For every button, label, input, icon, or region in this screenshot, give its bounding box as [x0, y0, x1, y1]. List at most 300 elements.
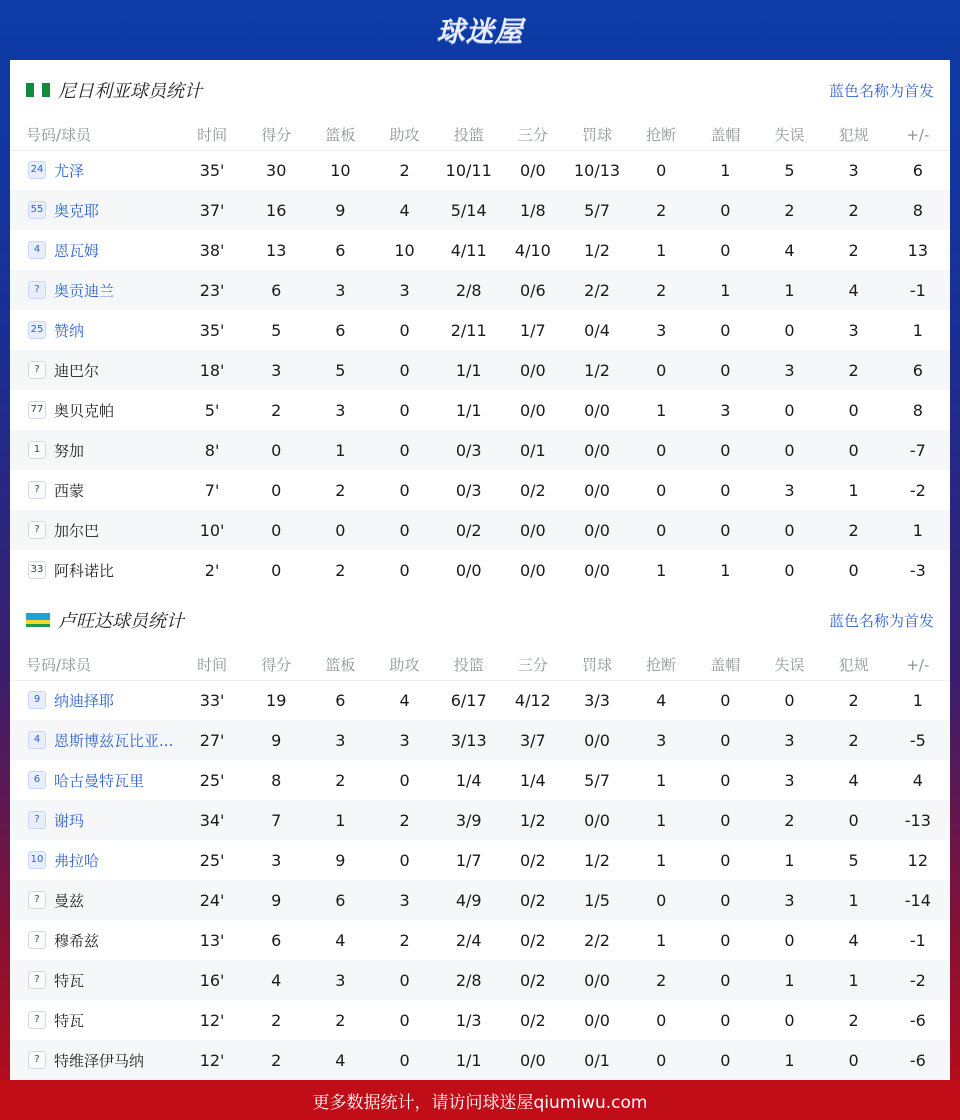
- stat-cell: -6: [909, 1050, 926, 1070]
- stat-cell: 2: [848, 360, 859, 380]
- player-stats-table: [10, 120, 950, 590]
- stat-cell: 0: [720, 240, 731, 260]
- stat-cell: 2: [335, 1010, 346, 1030]
- stat-cell: 35': [199, 320, 225, 340]
- stat-cell: 33': [199, 690, 225, 710]
- player-cell: [10, 1040, 180, 1080]
- stat-cell: 6: [271, 280, 282, 300]
- stat-cell: 0: [720, 360, 731, 380]
- table-row[interactable]: [10, 1000, 950, 1040]
- stat-cell: 0: [720, 440, 731, 460]
- stat-cell: 4: [912, 770, 923, 790]
- stat-cell: 5: [848, 850, 859, 870]
- player-name-link[interactable]: 加尔巴: [54, 521, 100, 540]
- stat-cell: 1: [720, 160, 731, 180]
- stat-cell: 5/14: [450, 200, 487, 220]
- stat-cell: 1/7: [519, 320, 546, 340]
- stat-cell: 3: [656, 320, 667, 340]
- stat-cell: 1: [656, 240, 667, 260]
- stat-cell: 2/11: [450, 320, 487, 340]
- stat-cell: 1: [656, 770, 667, 790]
- player-cell: [10, 470, 180, 510]
- stat-cell: 3: [335, 280, 346, 300]
- stat-cell: 0/1: [519, 440, 546, 460]
- stat-cell: 2: [399, 160, 410, 180]
- stat-cell: 0/1: [584, 1050, 610, 1070]
- stat-cell: 1: [335, 810, 346, 830]
- player-name-link[interactable]: 特维泽伊马纳: [54, 1051, 145, 1070]
- stat-cell: 2: [848, 240, 859, 260]
- stat-cell: -7: [909, 440, 926, 460]
- stat-cell: 1/7: [455, 850, 482, 870]
- stat-cell: 23': [199, 280, 225, 300]
- stat-cell: 2: [271, 1050, 282, 1070]
- player-cell: [10, 430, 180, 470]
- stat-cell: 3: [848, 320, 859, 340]
- player-name-link[interactable]: 西蒙: [54, 481, 85, 500]
- stat-cell: 12': [199, 1010, 225, 1030]
- table-row[interactable]: [10, 190, 950, 230]
- stat-cell: 3: [335, 730, 346, 750]
- jersey-number-badge: 55: [28, 201, 46, 219]
- stat-cell: 3/7: [519, 730, 546, 750]
- player-cell: [10, 800, 180, 840]
- stat-cell: 0: [720, 770, 731, 790]
- player-name-link[interactable]: 恩斯博兹瓦比亚...: [54, 731, 174, 750]
- table-body: [10, 150, 950, 590]
- stat-cell: 0/0: [519, 160, 546, 180]
- column-header: +/-: [886, 650, 950, 680]
- player-cell: [10, 190, 180, 230]
- stat-cell: 0: [848, 1050, 859, 1070]
- table-row[interactable]: [10, 470, 950, 510]
- stat-cell: 1: [848, 480, 859, 500]
- player-cell: [10, 680, 180, 720]
- jersey-number-badge: 77: [28, 401, 46, 419]
- column-header: 号码/球员: [10, 120, 180, 150]
- stat-cell: 0/2: [519, 850, 546, 870]
- stat-cell: 2: [848, 730, 859, 750]
- column-header: 抢断: [629, 650, 693, 680]
- stat-cell: 0: [399, 770, 410, 790]
- table-row[interactable]: [10, 430, 950, 470]
- stat-cell: 13: [266, 240, 287, 260]
- stat-cell: 0/4: [584, 320, 610, 340]
- stat-cell: 1: [912, 690, 923, 710]
- stat-cell: 2: [271, 400, 282, 420]
- column-header: 犯规: [822, 650, 886, 680]
- player-name-link[interactable]: 努加: [54, 441, 85, 460]
- player-name-link[interactable]: 赞纳: [54, 321, 85, 340]
- stat-cell: 3: [335, 970, 346, 990]
- stat-cell: 1: [656, 850, 667, 870]
- column-header: 罚球: [565, 120, 629, 150]
- stat-cell: 19: [266, 690, 287, 710]
- starter-legend: 蓝色名称为首发: [828, 611, 934, 630]
- starter-legend: 蓝色名称为首发: [828, 81, 934, 100]
- stat-cell: 0/0: [519, 1050, 546, 1070]
- stat-cell: 1: [848, 890, 859, 910]
- column-header: 助攻: [372, 120, 436, 150]
- stat-cell: 3: [399, 280, 410, 300]
- player-name-link[interactable]: 迪巴尔: [54, 361, 100, 380]
- stat-cell: 5/7: [584, 770, 610, 790]
- column-header: 三分: [501, 120, 565, 150]
- player-cell: [10, 150, 180, 190]
- stat-cell: 4: [656, 690, 667, 710]
- stat-cell: 3: [784, 770, 795, 790]
- stat-cell: 6/17: [450, 690, 487, 710]
- stat-cell: 3/3: [584, 690, 610, 710]
- stat-cell: 18': [199, 360, 225, 380]
- stat-cell: 4: [848, 930, 859, 950]
- stat-cell: 0: [271, 440, 282, 460]
- stat-cell: 0: [656, 1010, 667, 1030]
- stat-cell: 0/0: [584, 560, 610, 580]
- table-row[interactable]: [10, 350, 950, 390]
- stat-cell: 0: [399, 850, 410, 870]
- stat-cell: 3/9: [455, 810, 482, 830]
- stat-cell: 6: [335, 240, 346, 260]
- stat-cell: 5: [335, 360, 346, 380]
- stat-cell: 1/1: [455, 1050, 482, 1070]
- stat-cell: 13: [907, 240, 929, 260]
- stat-cell: 4: [271, 970, 282, 990]
- stat-cell: 0: [720, 970, 731, 990]
- stats-panel: [10, 60, 950, 1080]
- player-cell: [10, 1000, 180, 1040]
- jersey-number-badge: ?: [28, 1051, 46, 1069]
- stat-cell: 0: [848, 440, 859, 460]
- column-header: 犯规: [822, 120, 886, 150]
- column-header: 时间: [180, 650, 244, 680]
- column-header: 投篮: [437, 650, 501, 680]
- stat-cell: 2: [784, 200, 795, 220]
- column-header: +/-: [886, 120, 950, 150]
- stat-cell: 27': [199, 730, 225, 750]
- stat-cell: 0/2: [519, 970, 546, 990]
- stat-cell: 12: [907, 850, 929, 870]
- stat-cell: 0/0: [584, 730, 610, 750]
- stat-cell: 0: [720, 200, 731, 220]
- column-header: 失误: [757, 650, 821, 680]
- stat-cell: 9: [335, 850, 346, 870]
- stat-cell: 10: [394, 240, 415, 260]
- stat-cell: 9: [271, 730, 282, 750]
- table-row[interactable]: [10, 880, 950, 920]
- stat-cell: 0: [271, 560, 282, 580]
- stat-cell: 0: [784, 560, 795, 580]
- player-name-link[interactable]: 奥贡迪兰: [54, 281, 115, 300]
- player-name-link[interactable]: 特瓦: [54, 971, 85, 990]
- stat-cell: 0/0: [519, 400, 546, 420]
- player-stats-table: [10, 650, 950, 1080]
- stat-cell: 0: [656, 480, 667, 500]
- stat-cell: 8: [912, 400, 923, 420]
- table-row[interactable]: [10, 960, 950, 1000]
- stat-cell: 1: [784, 970, 795, 990]
- player-name-link[interactable]: 特瓦: [54, 1011, 85, 1030]
- stat-cell: 0: [784, 690, 795, 710]
- stat-cell: 1: [335, 440, 346, 460]
- stat-cell: 1: [784, 280, 795, 300]
- stat-cell: 2: [848, 200, 859, 220]
- jersey-number-badge: ?: [28, 931, 46, 949]
- jersey-number-badge: 24: [28, 161, 46, 179]
- stat-cell: 2/4: [455, 930, 482, 950]
- stat-cell: 0/2: [455, 520, 482, 540]
- player-name-link[interactable]: 谢玛: [54, 811, 85, 830]
- stat-cell: 0: [720, 520, 731, 540]
- jersey-number-badge: 4: [28, 241, 46, 259]
- jersey-number-badge: ?: [28, 891, 46, 909]
- stat-cell: 12': [199, 1050, 225, 1070]
- stat-cell: 2: [784, 810, 795, 830]
- player-name-link[interactable]: 曼兹: [54, 891, 85, 910]
- table-row[interactable]: [10, 230, 950, 270]
- player-cell: [10, 510, 180, 550]
- stat-cell: 2: [271, 1010, 282, 1030]
- stat-cell: 0: [271, 520, 282, 540]
- stat-cell: 1: [656, 400, 667, 420]
- jersey-number-badge: ?: [28, 521, 46, 539]
- stat-cell: 0/0: [584, 400, 610, 420]
- column-header: 三分: [501, 650, 565, 680]
- team-section-nigeria: [10, 60, 950, 590]
- jersey-number-badge: 10: [28, 851, 46, 869]
- player-cell: [10, 270, 180, 310]
- stat-cell: -2: [909, 480, 926, 500]
- stat-cell: 0: [399, 360, 410, 380]
- stat-cell: 3: [399, 890, 410, 910]
- section-title-wrap: [26, 77, 202, 103]
- stat-cell: 0: [848, 400, 859, 420]
- table-row[interactable]: [10, 310, 950, 350]
- team-title: 卢旺达球员统计: [58, 611, 184, 632]
- stat-cell: 2: [335, 560, 346, 580]
- stat-cell: 8': [204, 440, 220, 460]
- stat-cell: 0/0: [519, 520, 546, 540]
- jersey-number-badge: ?: [28, 811, 46, 829]
- stat-cell: 1/8: [519, 200, 546, 220]
- column-header: 号码/球员: [10, 650, 180, 680]
- column-header: 助攻: [372, 650, 436, 680]
- stat-cell: 0: [399, 1050, 410, 1070]
- stat-cell: 0/6: [519, 280, 546, 300]
- stat-cell: 0/0: [519, 560, 546, 580]
- stat-cell: 4: [335, 1050, 346, 1070]
- jersey-number-badge: 9: [28, 691, 46, 709]
- stat-cell: 0: [720, 930, 731, 950]
- jersey-number-badge: ?: [28, 1011, 46, 1029]
- stat-cell: 6: [335, 890, 346, 910]
- top-bar: [0, 0, 960, 60]
- column-header: 抢断: [629, 120, 693, 150]
- column-header: 得分: [244, 650, 308, 680]
- table-row[interactable]: [10, 800, 950, 840]
- player-name-link[interactable]: 奥贝克帕: [54, 401, 115, 420]
- stat-cell: 0/0: [584, 480, 610, 500]
- stat-cell: 0: [784, 400, 795, 420]
- stat-cell: 2: [656, 280, 667, 300]
- stat-cell: 2: [399, 930, 410, 950]
- stat-cell: -5: [909, 730, 926, 750]
- stat-cell: 5/7: [584, 200, 610, 220]
- stat-cell: 25': [199, 770, 225, 790]
- stat-cell: -6: [909, 1010, 926, 1030]
- stat-cell: 0: [656, 360, 667, 380]
- column-header: 篮板: [308, 120, 372, 150]
- table-row[interactable]: [10, 720, 950, 760]
- stat-cell: 6: [912, 160, 923, 180]
- stat-cell: 0: [848, 560, 859, 580]
- stat-cell: 7: [271, 810, 282, 830]
- section-header: [10, 60, 950, 120]
- stat-cell: 1: [912, 520, 923, 540]
- team-section-rwanda: [10, 590, 950, 1080]
- table-row[interactable]: [10, 510, 950, 550]
- player-name-link[interactable]: 弗拉哈: [54, 851, 100, 870]
- stat-cell: 5': [204, 400, 220, 420]
- stat-cell: 3: [656, 730, 667, 750]
- stat-cell: 10/13: [573, 160, 621, 180]
- stat-cell: 3: [399, 730, 410, 750]
- table-row[interactable]: [10, 270, 950, 310]
- stat-cell: 4/9: [455, 890, 482, 910]
- player-cell: [10, 350, 180, 390]
- table-row[interactable]: [10, 1040, 950, 1080]
- player-cell: [10, 960, 180, 1000]
- stat-cell: 3: [784, 480, 795, 500]
- player-name-link[interactable]: 恩瓦姆: [54, 241, 100, 260]
- section-title-wrap: [26, 607, 184, 633]
- stat-cell: 2/2: [584, 930, 610, 950]
- stat-cell: 0: [720, 690, 731, 710]
- stat-cell: 2: [656, 200, 667, 220]
- jersey-number-badge: 4: [28, 731, 46, 749]
- player-name-link[interactable]: 哈古曼特瓦里: [54, 771, 145, 790]
- stat-cell: 16: [266, 200, 287, 220]
- stat-cell: 0: [399, 320, 410, 340]
- stat-cell: 0: [784, 1010, 795, 1030]
- table-row[interactable]: [10, 840, 950, 880]
- player-name-link[interactable]: 穆希兹: [54, 931, 100, 950]
- stat-cell: 0: [399, 520, 410, 540]
- stat-cell: 24': [199, 890, 225, 910]
- column-header: 失误: [757, 120, 821, 150]
- stat-cell: 0: [656, 160, 667, 180]
- stat-cell: 4/10: [514, 240, 551, 260]
- stat-cell: 3: [271, 360, 282, 380]
- stat-cell: -1: [909, 930, 926, 950]
- stat-cell: 38': [199, 240, 225, 260]
- rwanda-flag-icon: [26, 613, 50, 627]
- table-row[interactable]: [10, 680, 950, 720]
- stat-cell: 1/5: [584, 890, 610, 910]
- stat-cell: 1/4: [455, 770, 482, 790]
- stat-cell: 6: [271, 930, 282, 950]
- player-name-link[interactable]: 尤泽: [54, 161, 85, 180]
- stat-cell: 0: [335, 520, 346, 540]
- stat-cell: 0: [720, 850, 731, 870]
- stat-cell: 5: [271, 320, 282, 340]
- jersey-number-badge: 1: [28, 441, 46, 459]
- stat-cell: 3: [335, 400, 346, 420]
- stat-cell: 1: [656, 930, 667, 950]
- stat-cell: -1: [909, 280, 926, 300]
- player-name-link[interactable]: 阿科诺比: [54, 561, 115, 580]
- section-header: [10, 590, 950, 650]
- stat-cell: 37': [199, 200, 225, 220]
- footer-banner[interactable]: 更多数据统计，请访问球迷屋qiumiwu.com: [0, 1080, 960, 1120]
- stat-cell: 0: [784, 520, 795, 540]
- stat-cell: 2: [848, 690, 859, 710]
- stat-cell: 3: [271, 850, 282, 870]
- player-cell: [10, 390, 180, 430]
- stat-cell: 2: [335, 770, 346, 790]
- jersey-number-badge: 6: [28, 771, 46, 789]
- jersey-number-badge: ?: [28, 361, 46, 379]
- stat-cell: 10: [330, 160, 351, 180]
- stat-cell: 0: [271, 480, 282, 500]
- stat-cell: 9: [271, 890, 282, 910]
- stat-cell: 0: [720, 480, 731, 500]
- table-row[interactable]: [10, 390, 950, 430]
- stat-cell: 6: [335, 320, 346, 340]
- stat-cell: 2: [848, 1010, 859, 1030]
- player-name-link[interactable]: 纳迪择耶: [54, 691, 115, 710]
- team-title: 尼日利亚球员统计: [58, 81, 202, 102]
- stat-cell: 0: [656, 890, 667, 910]
- stat-cell: 8: [271, 770, 282, 790]
- stat-cell: 0: [399, 400, 410, 420]
- stat-cell: 0/2: [519, 890, 546, 910]
- player-cell: [10, 310, 180, 350]
- table-header-row: [10, 650, 950, 680]
- table-row[interactable]: [10, 920, 950, 960]
- table-row[interactable]: [10, 550, 950, 590]
- table-row[interactable]: [10, 150, 950, 190]
- stat-cell: 2/2: [584, 280, 610, 300]
- stat-cell: 1/2: [584, 360, 610, 380]
- player-name-link[interactable]: 奥克耶: [54, 201, 100, 220]
- stat-cell: 0/0: [584, 970, 610, 990]
- stat-cell: 0: [720, 1010, 731, 1030]
- stat-cell: 5: [784, 160, 795, 180]
- stat-cell: 4: [399, 200, 410, 220]
- stat-cell: 0: [399, 480, 410, 500]
- column-header: 投篮: [437, 120, 501, 150]
- stat-cell: 2/8: [455, 280, 482, 300]
- stat-cell: 3: [848, 160, 859, 180]
- stat-cell: 4/11: [450, 240, 487, 260]
- stat-cell: 0: [784, 440, 795, 460]
- stat-cell: 0: [399, 560, 410, 580]
- player-cell: [10, 840, 180, 880]
- stat-cell: 0: [399, 1010, 410, 1030]
- table-row[interactable]: [10, 760, 950, 800]
- column-header: 时间: [180, 120, 244, 150]
- stat-cell: 0: [720, 890, 731, 910]
- stat-cell: 3: [784, 730, 795, 750]
- stat-cell: 1: [848, 970, 859, 990]
- stat-cell: 1: [784, 850, 795, 870]
- stat-cell: 4: [848, 280, 859, 300]
- player-cell: [10, 720, 180, 760]
- column-header: 得分: [244, 120, 308, 150]
- stat-cell: 0: [720, 810, 731, 830]
- brand-logo: 球迷屋: [436, 15, 524, 48]
